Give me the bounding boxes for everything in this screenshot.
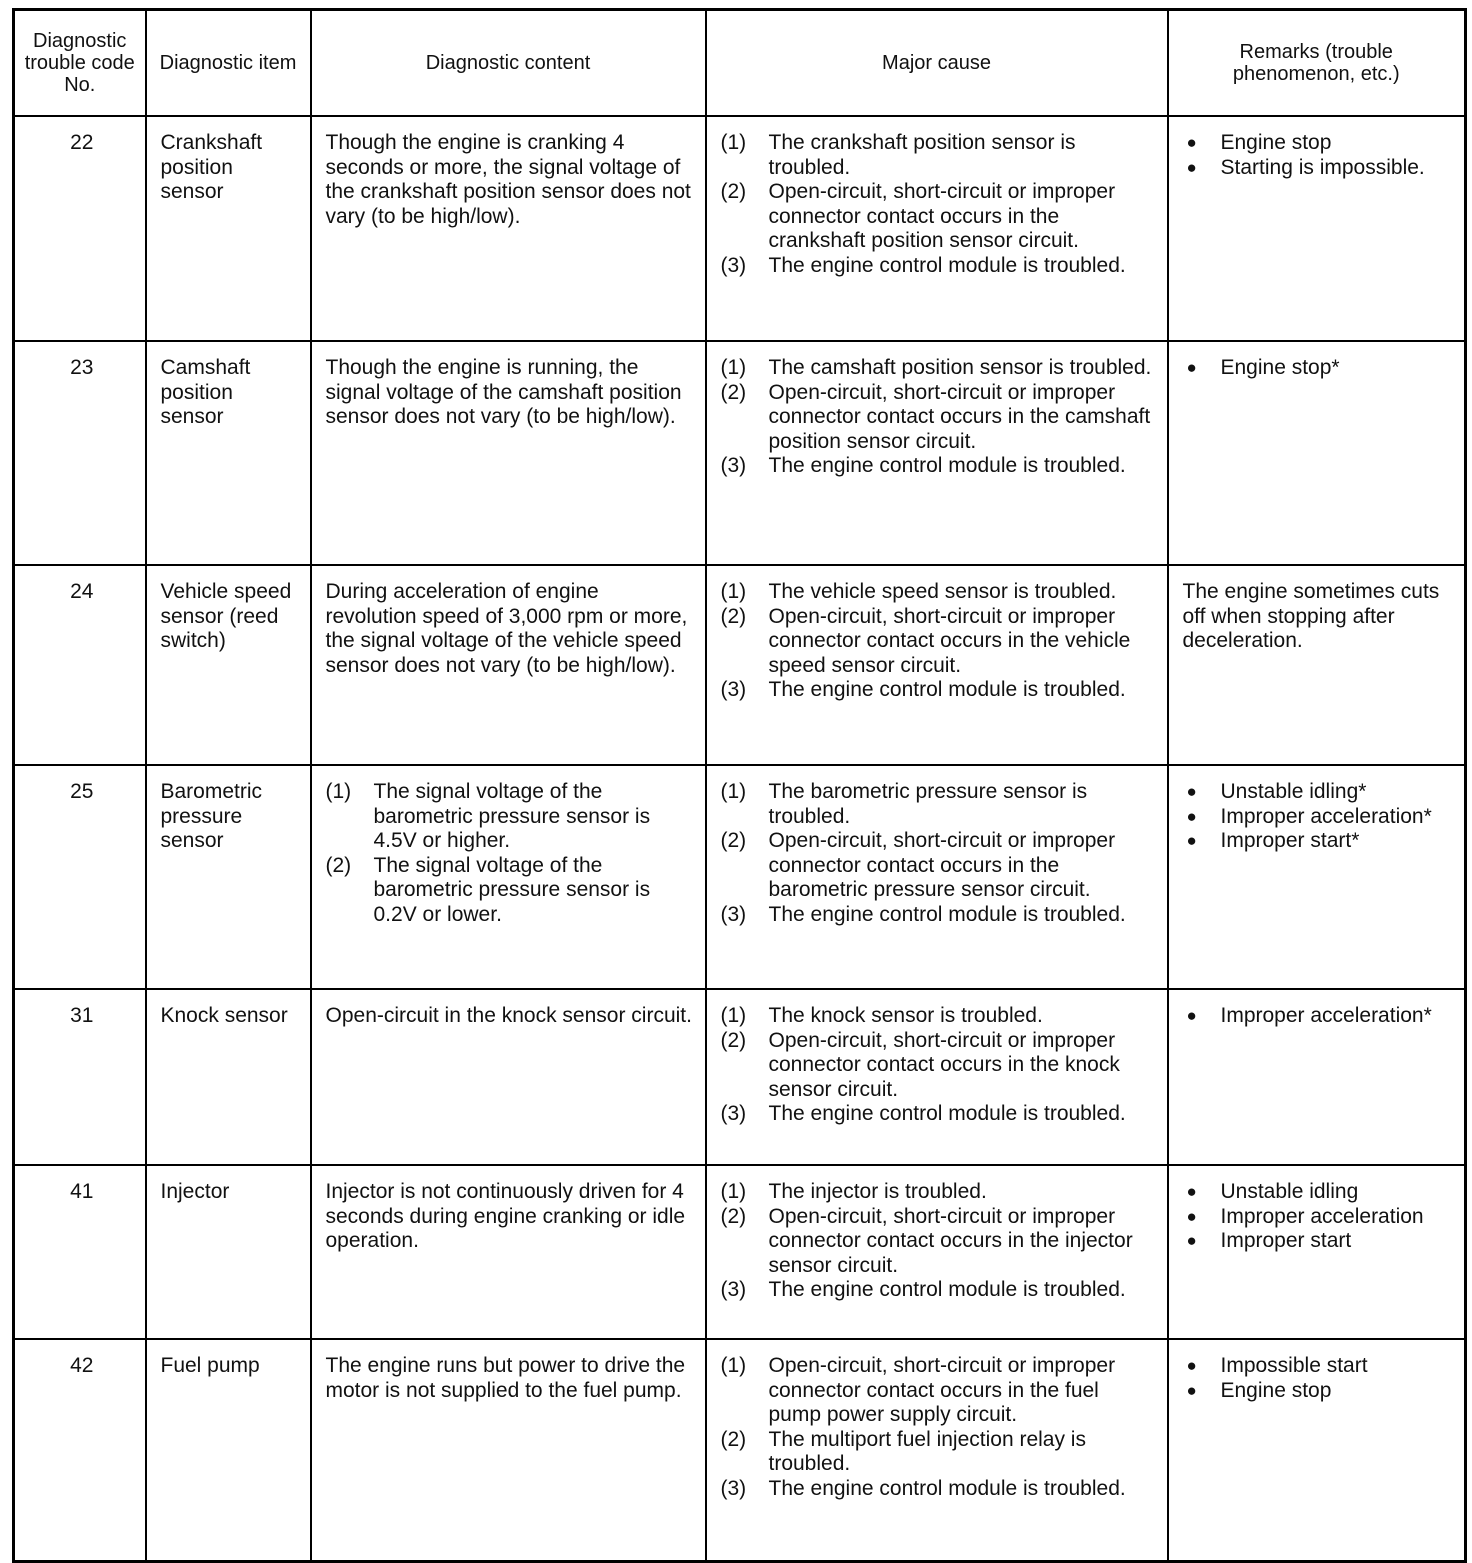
cause-number: (3) [720, 678, 747, 701]
remark-item [1183, 1180, 1455, 1205]
remark-text: Engine stop [1220, 1378, 1332, 1402]
cause-number: (3) [720, 1102, 747, 1125]
cause-item [721, 381, 1157, 455]
remark-item [1183, 1354, 1455, 1379]
cause-number: (2) [720, 1028, 747, 1052]
header-code: Diagnostic trouble code No. [14, 10, 146, 117]
content-cell: Injector is not continuously driven for 4 seconds during engine cranking or idle operation. [311, 1165, 706, 1339]
cause-number: (1) [720, 580, 747, 603]
remark-text: Unstable idling* [1220, 780, 1367, 803]
cause-list [721, 580, 1157, 703]
cause-text: The injector is troubled. [768, 1180, 987, 1203]
remark-text: Engine stop* [1220, 356, 1340, 379]
cause-text: The barometric pressure sensor is troubled. [768, 780, 1088, 828]
cause-number: (3) [720, 1278, 747, 1301]
bullet-icon: ● [1186, 831, 1197, 850]
remark-text: Starting is impossible. [1220, 155, 1425, 179]
cause-item [721, 1102, 1157, 1127]
remark-item [1183, 1379, 1455, 1404]
cause-text: The camshaft position sensor is troubled. [768, 356, 1152, 379]
cause-item [721, 1205, 1157, 1279]
cause-item [721, 780, 1157, 829]
cause-number: (1) [720, 1180, 747, 1203]
cause-cell [706, 765, 1168, 989]
cause-cell [706, 1165, 1168, 1339]
cause-text: The crankshaft position sensor is troubled. [768, 131, 1076, 179]
content-text: The signal voltage of the barometric pressure sensor is 4.5V or higher. [373, 780, 651, 852]
cause-text: Open-circuit, short-circuit or improper connector contact occurs in the vehicle speed sensor circuit. [768, 604, 1131, 677]
remark-item [1183, 829, 1455, 854]
cause-cell [706, 341, 1168, 565]
cause-number: (2) [720, 604, 747, 628]
bullet-icon: ● [1186, 1206, 1197, 1226]
content-number: (2) [325, 853, 352, 877]
cause-number: (3) [720, 902, 747, 926]
remarks-cell: The engine sometimes cuts off when stopping after deceleration. [1168, 565, 1466, 765]
diagnostic-trouble-code-table [12, 8, 1467, 1563]
cause-number: (2) [720, 1427, 747, 1451]
cause-text: The engine control module is troubled. [768, 902, 1126, 926]
code-cell: 22 [14, 116, 146, 341]
cause-item [721, 1428, 1157, 1477]
content-number: (1) [325, 780, 352, 803]
table-header [14, 10, 1466, 117]
cause-item [721, 180, 1157, 254]
item-cell: Camshaft position sensor [146, 341, 311, 565]
table-row [14, 765, 1466, 989]
remark-item [1183, 1229, 1455, 1254]
item-cell: Vehicle speed sensor (reed switch) [146, 565, 311, 765]
cause-text: Open-circuit, short-circuit or improper connector contact occurs in the crankshaft position sensor circuit. [768, 180, 1116, 252]
cause-number: (2) [720, 380, 747, 404]
remark-text: Improper acceleration [1220, 1204, 1424, 1228]
remarks-cell [1168, 1165, 1466, 1339]
remarks-list [1183, 1004, 1455, 1029]
content-cell: The engine runs but power to drive the motor is not supplied to the fuel pump. [311, 1339, 706, 1561]
cause-number: (3) [720, 454, 747, 477]
remark-item [1183, 156, 1455, 181]
cause-list [721, 1004, 1157, 1127]
code-cell: 41 [14, 1165, 146, 1339]
header-cause: Major cause [706, 10, 1168, 117]
table-row [14, 1339, 1466, 1561]
remarks-list [1183, 1354, 1455, 1403]
cause-item [721, 1004, 1157, 1029]
cause-item [721, 678, 1157, 703]
code-cell: 23 [14, 341, 146, 565]
remarks-cell [1168, 1339, 1466, 1561]
remarks-cell [1168, 765, 1466, 989]
remarks-list [1183, 131, 1455, 180]
cause-list [721, 356, 1157, 479]
code-cell: 25 [14, 765, 146, 989]
bullet-icon: ● [1186, 133, 1197, 152]
cause-text: The engine control module is troubled. [768, 253, 1126, 277]
remark-item [1183, 805, 1455, 830]
cause-number: (1) [720, 780, 747, 803]
cause-number: (2) [720, 1204, 747, 1228]
table-row [14, 989, 1466, 1165]
content-item [326, 780, 695, 854]
code-cell: 24 [14, 565, 146, 765]
code-cell: 31 [14, 989, 146, 1165]
remarks-cell [1168, 989, 1466, 1165]
code-cell: 42 [14, 1339, 146, 1561]
remarks-list [1183, 356, 1455, 381]
remark-text: Improper start* [1220, 829, 1360, 852]
remarks-list [1183, 780, 1455, 854]
content-cell: Though the engine is running, the signal voltage of the camshaft position sensor does not vary (to be high/low). [311, 341, 706, 565]
cause-number: (1) [720, 131, 747, 154]
cause-item [721, 254, 1157, 279]
remark-text: Improper acceleration* [1220, 1004, 1432, 1027]
remark-text: Impossible start [1220, 1354, 1368, 1377]
bullet-icon: ● [1186, 1231, 1197, 1250]
cause-text: The vehicle speed sensor is troubled. [768, 580, 1117, 603]
cause-cell [706, 565, 1168, 765]
remark-item [1183, 131, 1455, 156]
remark-item [1183, 1205, 1455, 1230]
remarks-cell [1168, 116, 1466, 341]
content-cell [311, 765, 706, 989]
cause-cell [706, 116, 1168, 341]
header-row [14, 10, 1466, 117]
cause-item [721, 356, 1157, 381]
remark-text: Engine stop [1220, 131, 1332, 154]
item-cell: Barometric pressure sensor [146, 765, 311, 989]
header-item: Diagnostic item [146, 10, 311, 117]
cause-list [721, 1354, 1157, 1501]
remarks-list [1183, 1180, 1455, 1254]
item-cell: Fuel pump [146, 1339, 311, 1561]
remark-item [1183, 780, 1455, 805]
cause-cell [706, 989, 1168, 1165]
cause-number: (3) [720, 253, 747, 277]
cause-text: The engine control module is troubled. [768, 1476, 1126, 1500]
cause-number: (1) [720, 356, 747, 379]
table-row [14, 1165, 1466, 1339]
remarks-cell [1168, 341, 1466, 565]
cause-text: Open-circuit, short-circuit or improper connector contact occurs in the camshaft position sensor circuit. [768, 380, 1151, 453]
cause-list [721, 131, 1157, 278]
cause-text: Open-circuit, short-circuit or improper connector contact occurs in the barometric pressure sensor circuit. [768, 829, 1116, 901]
bullet-icon: ● [1186, 157, 1197, 177]
bullet-icon: ● [1186, 1182, 1197, 1201]
cause-list [721, 780, 1157, 927]
content-cell: Though the engine is cranking 4 seconds or more, the signal voltage of the crankshaft position sensor does not vary (to be high/low). [311, 116, 706, 341]
content-cell: During acceleration of engine revolution speed of 3,000 rpm or more, the signal voltage of the vehicle speed sensor does not vary (to be high/low). [311, 565, 706, 765]
cause-cell [706, 1339, 1168, 1561]
bullet-icon: ● [1186, 1356, 1197, 1375]
cause-item [721, 829, 1157, 903]
cause-item [721, 1354, 1157, 1428]
cause-item [721, 580, 1157, 605]
remark-item [1183, 1004, 1455, 1029]
cause-text: Open-circuit, short-circuit or improper connector contact occurs in the fuel pump power supply circuit. [768, 1354, 1116, 1426]
cause-item [721, 1180, 1157, 1205]
remark-item [1183, 356, 1455, 381]
cause-text: Open-circuit, short-circuit or improper connector contact occurs in the knock sensor circuit. [768, 1028, 1120, 1101]
cause-list [721, 1180, 1157, 1303]
cause-text: The engine control module is troubled. [768, 678, 1126, 701]
remark-text: Improper acceleration* [1220, 804, 1432, 828]
cause-number: (1) [720, 1004, 747, 1027]
item-cell: Injector [146, 1165, 311, 1339]
cause-text: The knock sensor is troubled. [768, 1004, 1043, 1027]
cause-text: Open-circuit, short-circuit or improper connector contact occurs in the injector sensor circuit. [768, 1204, 1133, 1277]
cause-item [721, 605, 1157, 679]
remark-text: Unstable idling [1220, 1180, 1359, 1203]
content-text: The signal voltage of the barometric pressure sensor is 0.2V or lower. [373, 853, 651, 926]
bullet-icon: ● [1186, 782, 1197, 801]
remark-text: Improper start [1220, 1229, 1352, 1252]
item-cell: Crankshaft position sensor [146, 116, 311, 341]
cause-item [721, 903, 1157, 928]
cause-number: (3) [720, 1476, 747, 1500]
cause-item [721, 1278, 1157, 1303]
cause-item [721, 454, 1157, 479]
cause-number: (2) [720, 180, 747, 203]
content-cell: Open-circuit in the knock sensor circuit. [311, 989, 706, 1165]
bullet-icon: ● [1186, 358, 1197, 377]
bullet-icon: ● [1186, 1006, 1197, 1025]
item-cell: Knock sensor [146, 989, 311, 1165]
header-content: Diagnostic content [311, 10, 706, 117]
cause-item [721, 1029, 1157, 1103]
table-row [14, 565, 1466, 765]
cause-item [721, 131, 1157, 180]
content-list [326, 780, 695, 927]
cause-text: The engine control module is troubled. [768, 454, 1126, 477]
table-row [14, 116, 1466, 341]
bullet-icon: ● [1186, 806, 1197, 826]
cause-number: (2) [720, 829, 747, 852]
cause-item [721, 1477, 1157, 1502]
cause-text: The multiport fuel injection relay is troubled. [768, 1427, 1086, 1475]
header-remarks: Remarks (trouble phenomenon, etc.) [1168, 10, 1466, 117]
cause-number: (1) [720, 1354, 747, 1377]
bullet-icon: ● [1186, 1380, 1197, 1400]
content-item [326, 854, 695, 928]
table-row [14, 341, 1466, 565]
cause-text: The engine control module is troubled. [768, 1102, 1126, 1125]
cause-text: The engine control module is troubled. [768, 1278, 1126, 1301]
